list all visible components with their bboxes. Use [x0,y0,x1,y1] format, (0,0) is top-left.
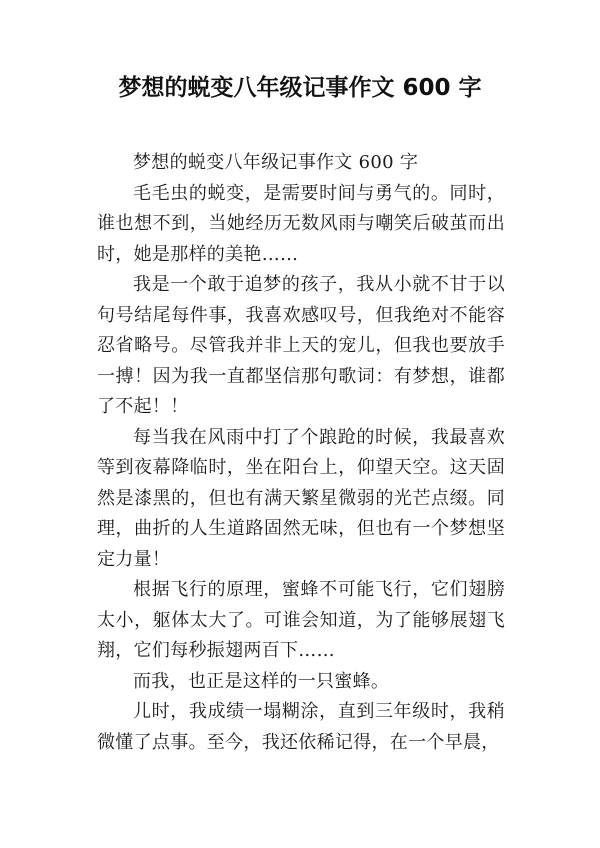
paragraph: 每当我在风雨中打了个踉跄的时候，我最喜欢等到夜幕降临时，坐在阳台上，仰望天空。这天固然是漆黑的，但也有满天繁星微弱的光芒点缀。同理，曲折的人生道路固然无味，但也有一个梦想坚定力量！ [97,426,505,570]
paragraph: 我是一个敢于追梦的孩子，我从小就不甘于以句号结尾每件事，我喜欢感叹号，但我绝对不能容忍省略号。尽管我并非上天的宠儿，但我也要放手一搏！因为我一直都坚信那句歌词：有梦想，谁都了不起！！ [97,274,505,417]
paragraph-subtitle: 梦想的蜕变八年级记事作文 600 字 [133,152,419,173]
paragraph: 毛毛虫的蜕变，是需要时间与勇气的。同时，谁也想不到，当她经历无数风雨与嘲笑后破茧而出时，她是那样的美艳…… [97,182,505,265]
article-body [97,148,505,758]
paragraph: 儿时，我成绩一塌糊涂，直到三年级时，我稍微懂了点事。至今，我还依稀记得，在一个早晨， [97,701,505,753]
page-title: 梦想的蜕变八年级记事作文 600 字 [118,75,482,101]
paragraph: 而我，也正是这样的一只蜜蜂。 [133,670,390,692]
paragraph: 根据飞行的原理，蜜蜂不可能飞行，它们翅膀太小，躯体太大了。可谁会知道，为了能够展翅飞翔，它们每秒振翅两百下…… [97,579,505,661]
